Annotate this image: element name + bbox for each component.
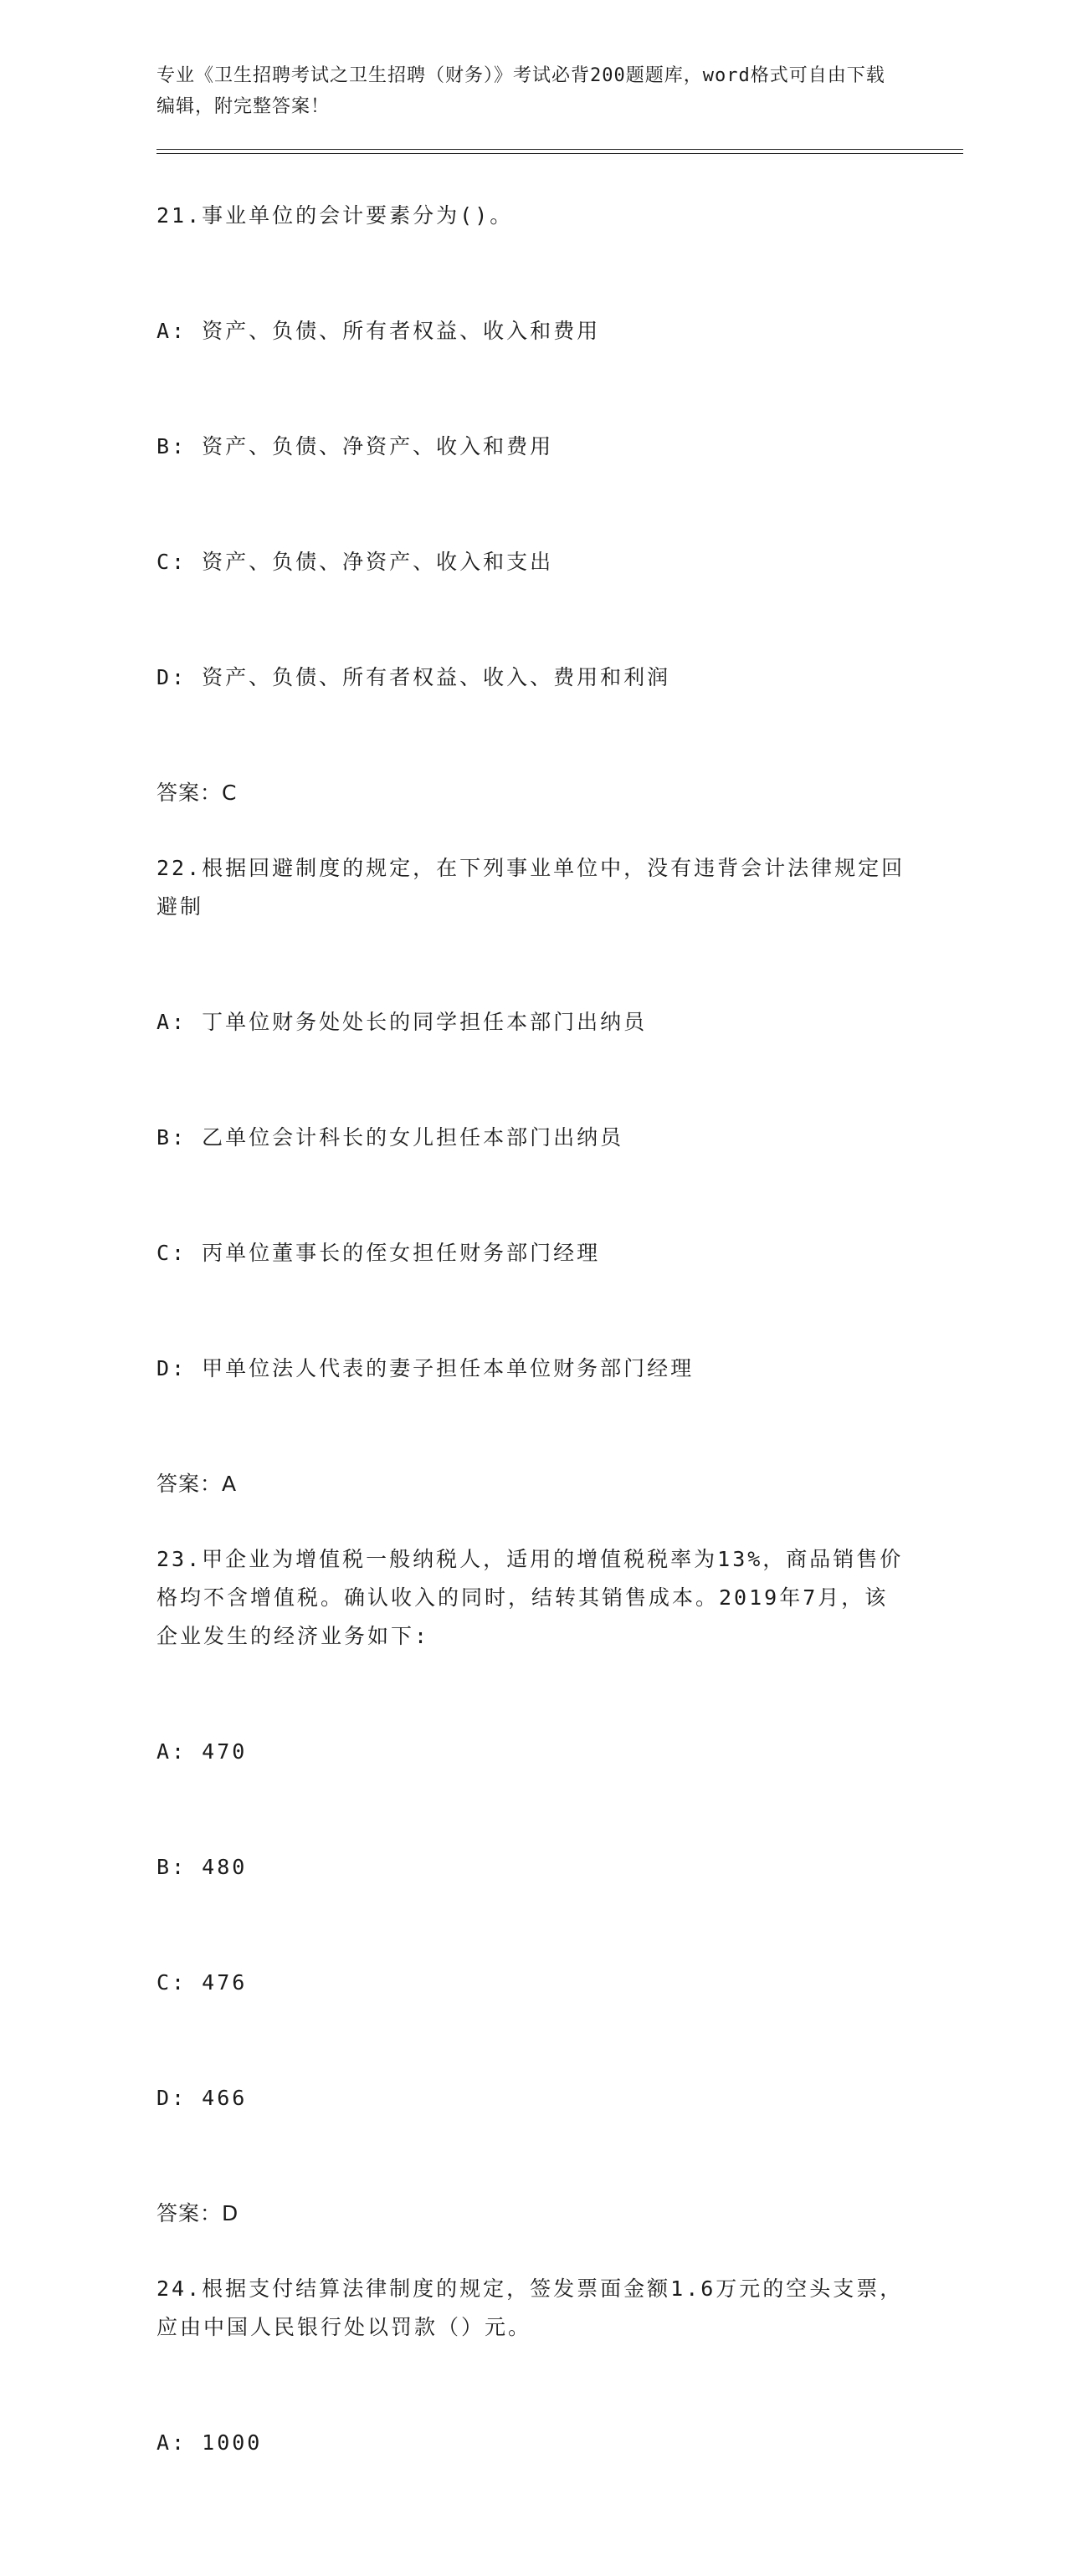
answer: 答案：A bbox=[156, 1472, 238, 1496]
header-title: 专业《卫生招聘考试之卫生招聘（财务）》考试必背200题题库，word格式可自由下载编辑，附完整答案！ bbox=[156, 65, 885, 117]
answer: 答案：D bbox=[156, 2201, 239, 2225]
answer: 答案：C bbox=[156, 781, 238, 805]
option-b: B: 资产、负债、净资产、收入和费用 bbox=[156, 434, 554, 458]
option-c: C: 丙单位董事长的侄女担任财务部门经理 bbox=[156, 1241, 601, 1265]
option-a: A: 丁单位财务处处长的同学担任本部门出纳员 bbox=[156, 1010, 648, 1034]
option-c: C: 476 bbox=[156, 1970, 248, 1995]
option-list bbox=[156, 235, 910, 774]
option-a: A: 资产、负债、所有者权益、收入和费用 bbox=[156, 319, 601, 343]
option-a: A: 470 bbox=[156, 1739, 248, 1764]
question-text: 22.根据回避制度的规定，在下列事业单位中，没有违背会计法律规定回避制 bbox=[156, 856, 905, 919]
option-d: D: 甲单位法人代表的妻子担任本单位财务部门经理 bbox=[156, 1356, 695, 1380]
option-list bbox=[156, 926, 910, 1465]
document-header bbox=[156, 60, 893, 122]
question-list bbox=[156, 197, 910, 2576]
question-21 bbox=[156, 197, 910, 812]
question-23 bbox=[156, 1540, 910, 2233]
question-text: 23.甲企业为增值税一般纳税人，适用的增值税税率为13%，商品销售价格均不含增值税。确认收入的同时，结转其销售成本。2019年7月，该企业发生的经济业务如下: bbox=[156, 1547, 904, 1648]
question-text: 24.根据支付结算法律制度的规定，签发票面金额1.6万元的空头支票，应由中国人民银行处以罚款（）元。 bbox=[156, 2276, 904, 2339]
option-d: D: 466 bbox=[156, 2086, 248, 2110]
option-list bbox=[156, 1656, 910, 2194]
question-22 bbox=[156, 849, 910, 1503]
option-a: A: 1000 bbox=[156, 2430, 263, 2455]
option-c: C: 资产、负债、净资产、收入和支出 bbox=[156, 550, 554, 574]
option-d: D: 资产、负债、所有者权益、收入、费用和利润 bbox=[156, 665, 671, 689]
option-list bbox=[156, 2347, 910, 2539]
header-divider-top bbox=[156, 149, 963, 150]
question-text: 21.事业单位的会计要素分为()。 bbox=[156, 203, 514, 228]
question-24 bbox=[156, 2270, 910, 2539]
option-b: B: 480 bbox=[156, 1855, 248, 1879]
option-b: B: 乙单位会计科长的女儿担任本部门出纳员 bbox=[156, 1125, 624, 1150]
header-divider-bottom bbox=[156, 153, 963, 154]
